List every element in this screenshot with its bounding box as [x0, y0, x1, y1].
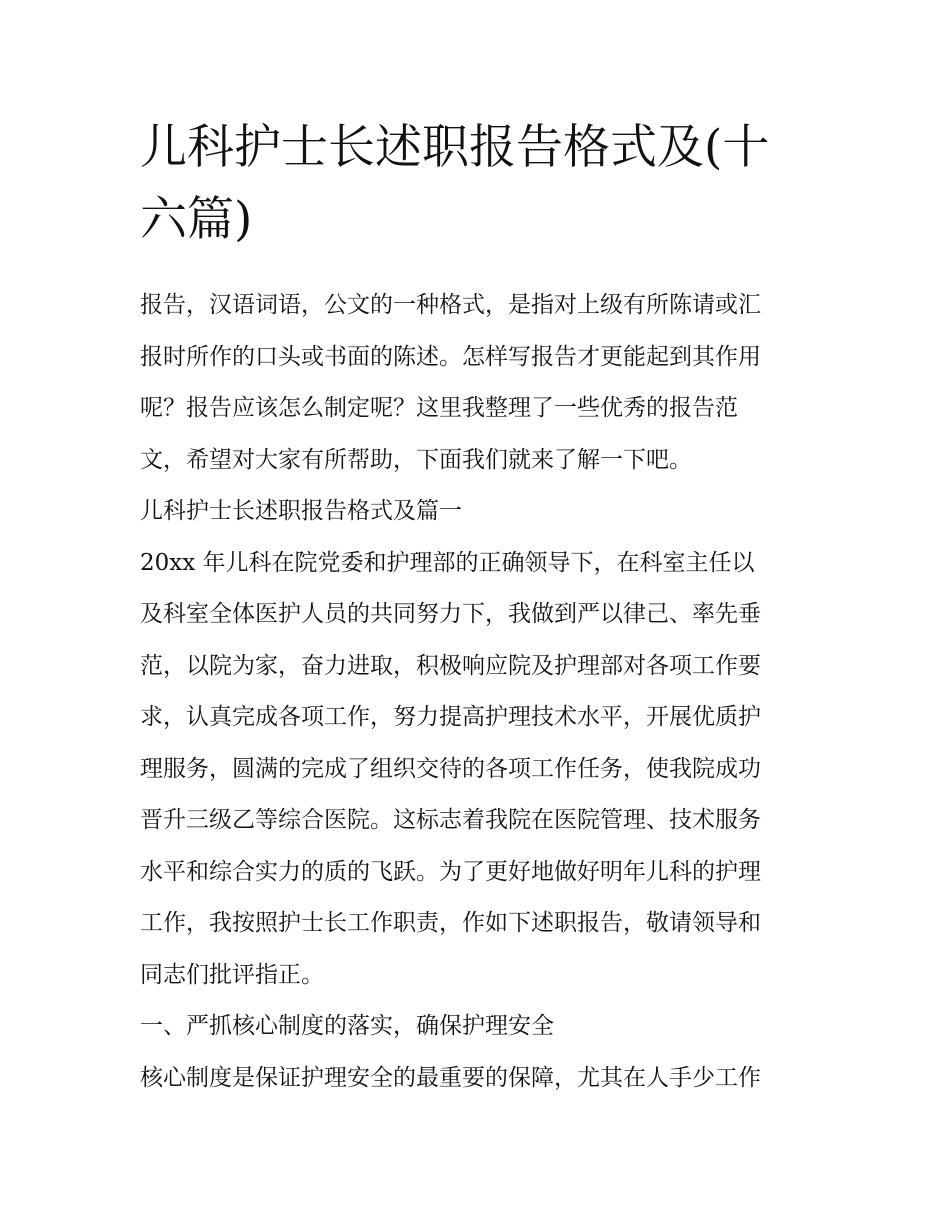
body-line: 及科室全体医护人员的共同努力下，我做到严以律己、率先垂	[140, 601, 761, 627]
document-body	[140, 280, 812, 1104]
body-line: 报告，汉语词语，公文的一种格式，是指对上级有所陈请或汇	[140, 292, 761, 318]
title-line-2: 六篇)	[140, 192, 253, 247]
body-line: 晋升三级乙等综合医院。这标志着我院在医院管理、技术服务	[140, 807, 761, 833]
body-line: 核心制度是保证护理安全的最重要的保障，尤其在人手少工作	[140, 1064, 761, 1091]
section-heading: 儿科护士长述职报告格式及篇一	[140, 498, 462, 524]
body-line: 工作，我按照护士长工作职责，作如下述职报告，敬请领导和	[140, 910, 761, 936]
body-line: 文，希望对大家有所帮助，下面我们就来了解一下吧。	[140, 446, 692, 473]
body-line: 同志们批评指正。	[140, 961, 324, 988]
document-page	[140, 112, 812, 1104]
body-line: 呢？报告应该怎么制定呢？这里我整理了一些优秀的报告范	[140, 395, 738, 421]
body-line: 求，认真完成各项工作，努力提高护理技术水平，开展优质护	[140, 704, 761, 730]
body-line: 水平和综合实力的质的飞跃。为了更好地做好明年儿科的护理	[140, 858, 761, 885]
body-line: 报时所作的口头或书面的陈述。怎样写报告才更能起到其作用	[140, 343, 761, 370]
document-title	[140, 112, 812, 256]
body-line: 20xx 年儿科在院党委和护理部的正确领导下，在科室主任以	[140, 549, 755, 576]
body-line: 范，以院为家，奋力进取，积极响应院及护理部对各项工作要	[140, 652, 761, 679]
section-heading: 一、严抓核心制度的落实，确保护理安全	[140, 1013, 554, 1039]
title-line-1: 儿科护士长述职报告格式及(十	[140, 120, 770, 175]
body-line: 理服务，圆满的完成了组织交待的各项工作任务，使我院成功	[140, 755, 761, 782]
